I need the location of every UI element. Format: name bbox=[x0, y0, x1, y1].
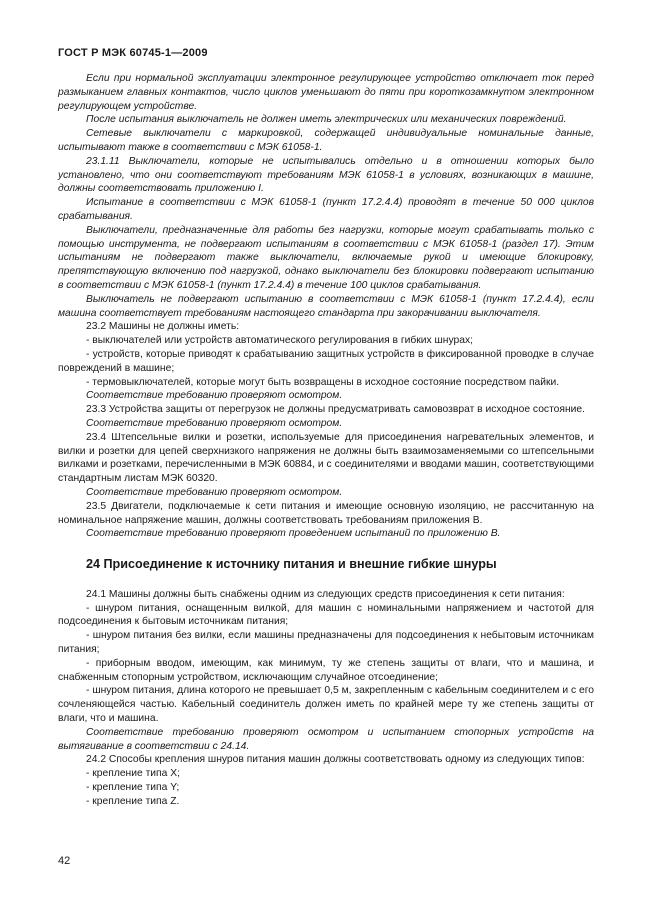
paragraph: Соответствие требованию проверяют осмотром и испытанием стопорных устройств на вытягивание в соответствии с 24.14. bbox=[58, 726, 594, 752]
paragraph: Выключатель не подвергают испытанию в соответствии с МЭК 61058-1 (пункт 17.2.4.4), если машина соответствует требованиям настоящего стандарта при закорачивании выключателя. bbox=[58, 293, 594, 319]
list-item: - крепление типа X; bbox=[86, 768, 180, 780]
paragraph: Если при нормальной эксплуатации электронное регулирующее устройство отключает ток перед размыканием главных контактов, число циклов уменьшают до пяти при короткозамкнутом электронном регулирующем устройстве. bbox=[58, 73, 594, 112]
list-item: - термовыключателей, которые могут быть возвращены в исходное состояние посредством пайки. bbox=[86, 376, 560, 388]
list-item: - крепление типа Y; bbox=[86, 782, 180, 794]
paragraph: Соответствие требованию проверяют осмотром. bbox=[86, 486, 343, 498]
page-body bbox=[58, 72, 594, 809]
list-item: - шнуром питания без вилки, если машины предназначены для подсоединения к небытовым источникам питания; bbox=[58, 630, 594, 656]
paragraph: Соответствие требованию проверяют осмотром. bbox=[86, 417, 343, 429]
paragraph: 23.3 Устройства защиты от перегрузок не должны предусматривать самовозврат в исходное состояние. bbox=[86, 404, 585, 416]
list-item: - шнуром питания, длина которого не превышает 0,5 м, закрепленным с кабельным соединителем и с его сочленяющейся частью. Кабельный соединитель должен иметь по крайней мере ту же степень защиты от влаги, что и машина. bbox=[58, 685, 594, 725]
page-number: 42 bbox=[58, 855, 71, 867]
section-heading: 24 Присоединение к источнику питания и внешние гибкие шнуры bbox=[86, 557, 497, 572]
paragraph: Сетевые выключатели с маркировкой, содержащей индивидуальные номинальные данные, испытывают также в соответствии с МЭК 61058-1. bbox=[58, 128, 594, 153]
paragraph: 24.1 Машины должны быть снабжены одним из следующих средств присоединения к сети питания: bbox=[86, 588, 565, 600]
paragraph: 24.2 Способы крепления шнуров питания машин должны соответствовать одному из следующих типов: bbox=[86, 754, 585, 766]
list-item: - шнуром питания, оснащенным вилкой, для машин с номинальными напряжением и частотой для подсоединения к бытовым источникам питания; bbox=[58, 602, 594, 628]
list-item: - устройств, которые приводят к срабатыванию защитных устройств в фиксированной проводке в случае повреждений в машине; bbox=[58, 348, 594, 374]
list-item: - выключателей или устройств автоматического регулирования в гибких шнурах; bbox=[86, 335, 473, 347]
paragraph: 23.5 Двигатели, подключаемые к сети питания и имеющие основную изоляцию, не рассчитанную на номинальное напряжение машин, должны соответствовать требованиям приложения В. bbox=[58, 500, 594, 526]
paragraph: После испытания выключатель не должен иметь электрических или механических повреждений. bbox=[86, 114, 567, 126]
document-code: ГОСТ Р МЭК 60745-1—2009 bbox=[58, 47, 208, 59]
paragraph: Выключатели, предназначенные для работы без нагрузки, которые могут срабатывать только с помощью инструмента, не подвергают испытаниям в соответствии с МЭК 61058-1 (раздел 17). Этим испытаниям не подвергают также выключатели, включаемые рукой и имеющие блокировку, препятствующую включению под нагрузкой, однако выключатели без блокировки подвергают испытанию в соответствии с МЭК 61058-1 (пункт 17.2.4.4) в течение 100 циклов срабатывания. bbox=[58, 224, 594, 291]
paragraph: 23.1.11 Выключатели, которые не испытывались отдельно и в отношении которых было установлено, что они соответствуют требованиям МЭК 61058-1 в условиях, возникающих в машине, должны соответствовать приложению I. bbox=[58, 155, 594, 195]
paragraph: 23.4 Штепсельные вилки и розетки, используемые для присоединения нагревательных элементов, и вилки и розетки для цепей сверхнизкого напряжения не должны быть взаимозаменяемыми со штепсельными вилками и розетками, перечисленными в МЭК 60884, и с соединителями и вводами машин, соответствующими стандартным листам МЭК 60320. bbox=[58, 431, 594, 485]
paragraph: Соответствие требованию проверяют осмотром. bbox=[86, 390, 343, 402]
paragraph: 23.2 Машины не должны иметь: bbox=[86, 321, 240, 333]
list-item: - крепление типа Z. bbox=[86, 795, 180, 807]
paragraph: Соответствие требованию проверяют проведением испытаний по приложению В. bbox=[86, 528, 501, 540]
list-item: - приборным вводом, имеющим, как минимум, ту же степень защиты от влаги, что и машина, и снабженным стопорным устройством, исключающим случайное отсоединение; bbox=[58, 657, 594, 683]
paragraph: Испытание в соответствии с МЭК 61058-1 (пункт 17.2.4.4) проводят в течение 50 000 циклов срабатывания. bbox=[58, 197, 594, 222]
